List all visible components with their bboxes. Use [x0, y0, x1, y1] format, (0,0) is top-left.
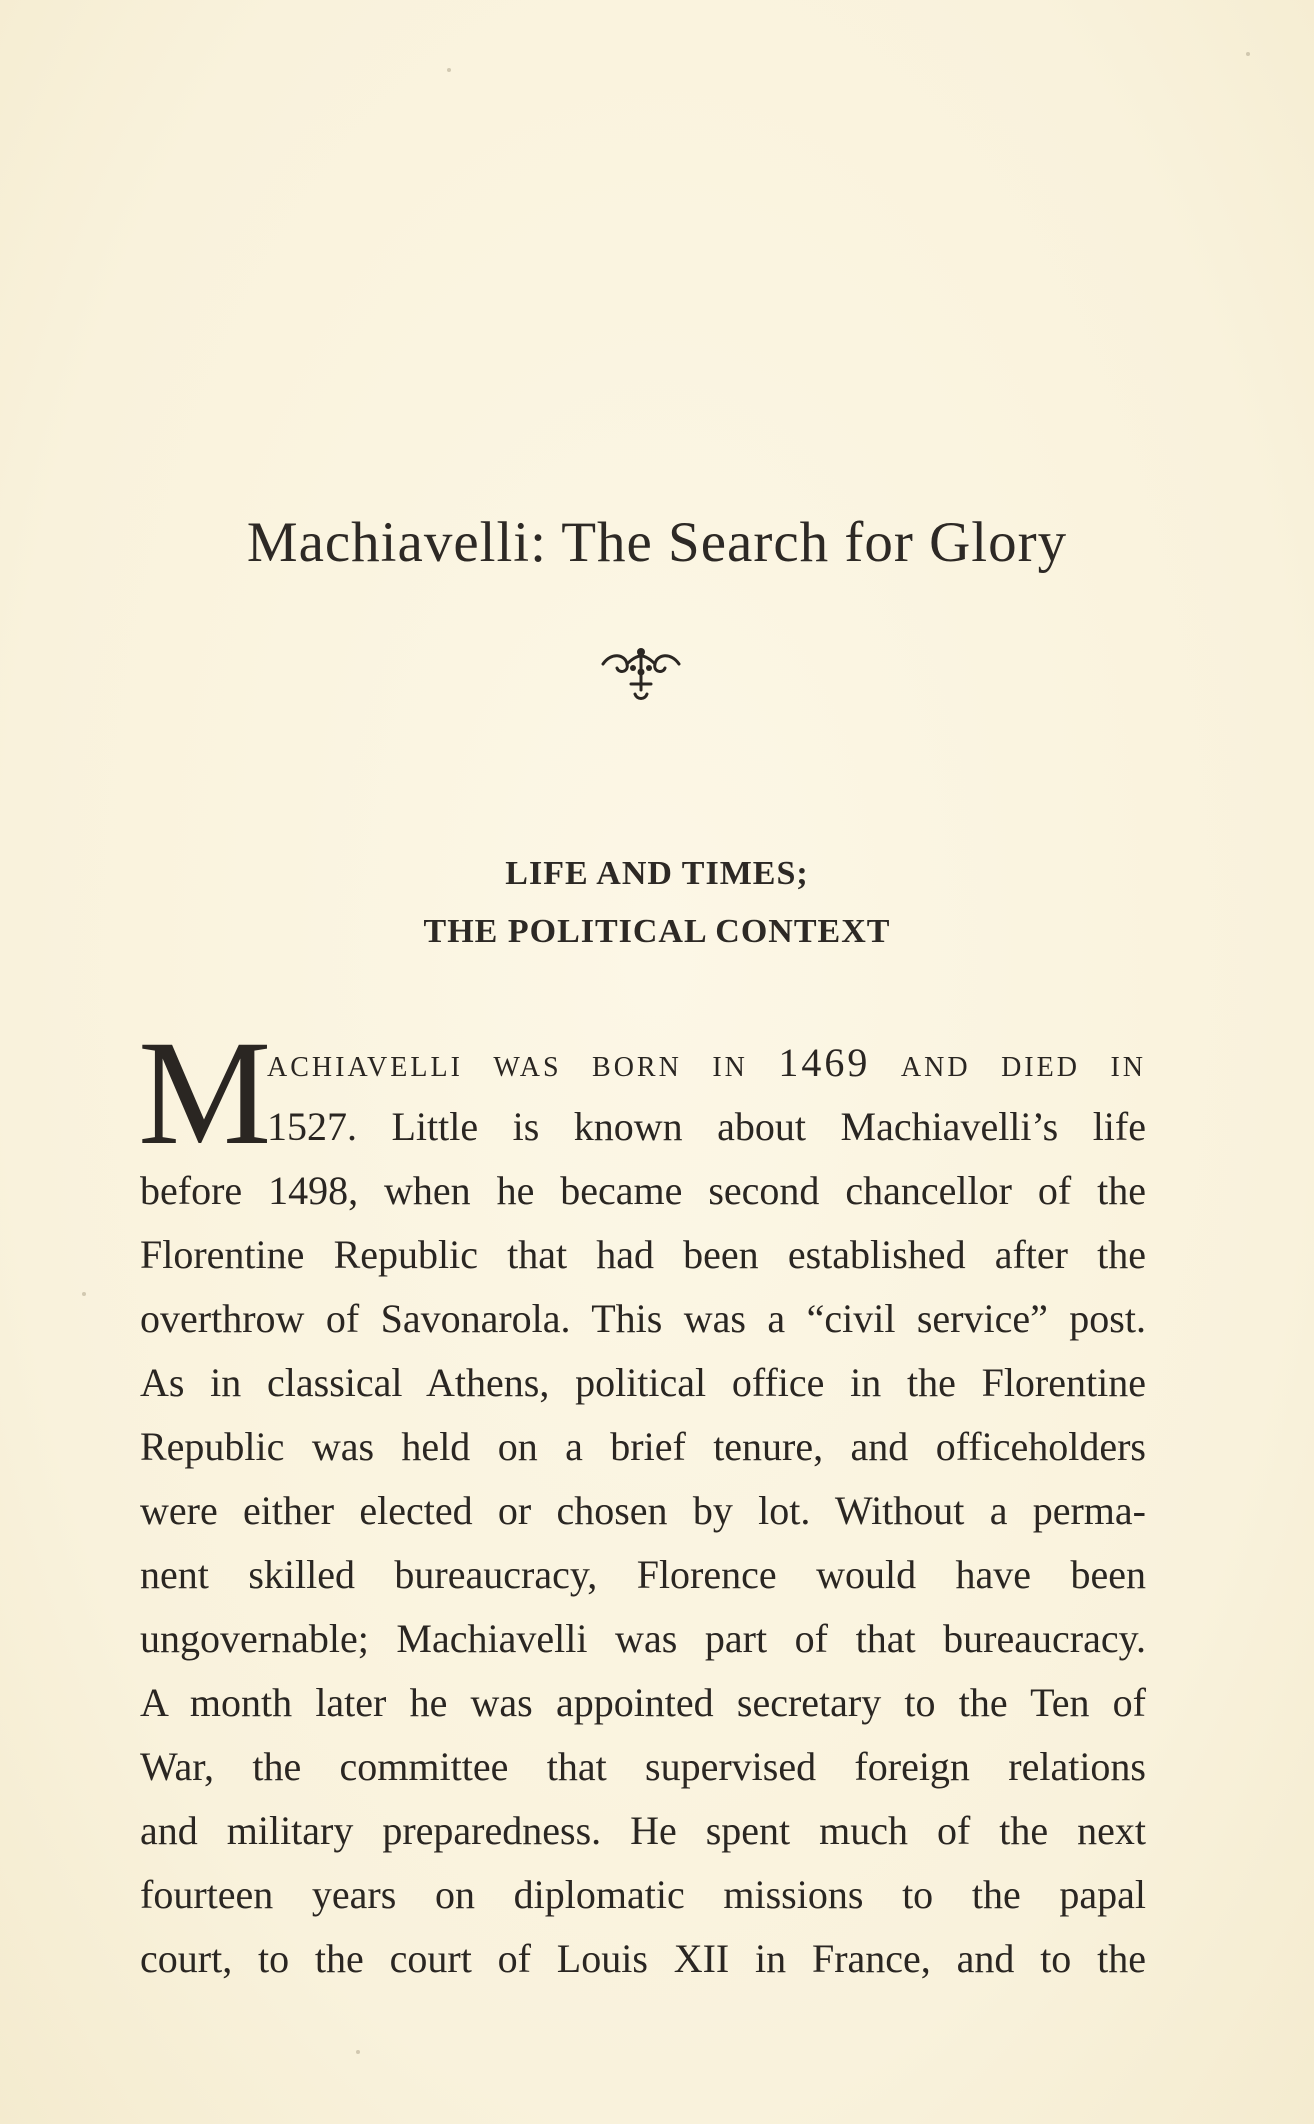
drop-cap-block [138, 1010, 1146, 1176]
text-line: and military preparedness. He spent much of the next [140, 1808, 1146, 1853]
paper-speck [82, 1292, 86, 1296]
text-line: were either elected or chosen by lot. Without a perma- [140, 1488, 1146, 1533]
fleuron-ornament-icon [597, 640, 685, 706]
paper-speck [1246, 52, 1250, 56]
text-line: achiavelli was born in 1469 and died in [267, 1040, 1146, 1085]
body-paragraph [138, 1010, 1146, 1991]
text-line: before 1498, when he became second chancellor of the [140, 1168, 1146, 1213]
text-line: court, to the court of Louis XII in France, and to the [140, 1936, 1146, 1981]
text-line: fourteen years on diplomatic missions to the papal [140, 1872, 1146, 1917]
drop-cap: M [138, 1010, 272, 1176]
text-line: War, the committee that supervised foreign relations [140, 1744, 1146, 1789]
text-line: Florentine Republic that had been established after the [140, 1232, 1146, 1277]
text-line: nent skilled bureaucracy, Florence would have been [140, 1552, 1146, 1597]
paper-speck [356, 2050, 360, 2054]
chapter-title: Machiavelli: The Search for Glory [246, 511, 1068, 574]
paper-speck [447, 68, 451, 72]
text-line: Republic was held on a brief tenure, and officeholders [140, 1424, 1146, 1469]
section-heading [0, 845, 1314, 961]
text-line: 1527. Little is known about Machiavelli’s life [267, 1104, 1146, 1149]
text-line: As in classical Athens, political office in the Florentine [140, 1360, 1146, 1405]
section-heading-line-1: LIFE AND TIMES; [505, 855, 809, 892]
section-heading-line-2: THE POLITICAL CONTEXT [423, 913, 891, 950]
text-line: overthrow of Savonarola. This was a “civil service” post. [140, 1296, 1146, 1341]
text-line: A month later he was appointed secretary to the Ten of [140, 1680, 1146, 1725]
text-line: ungovernable; Machiavelli was part of that bureaucracy. [140, 1616, 1146, 1661]
